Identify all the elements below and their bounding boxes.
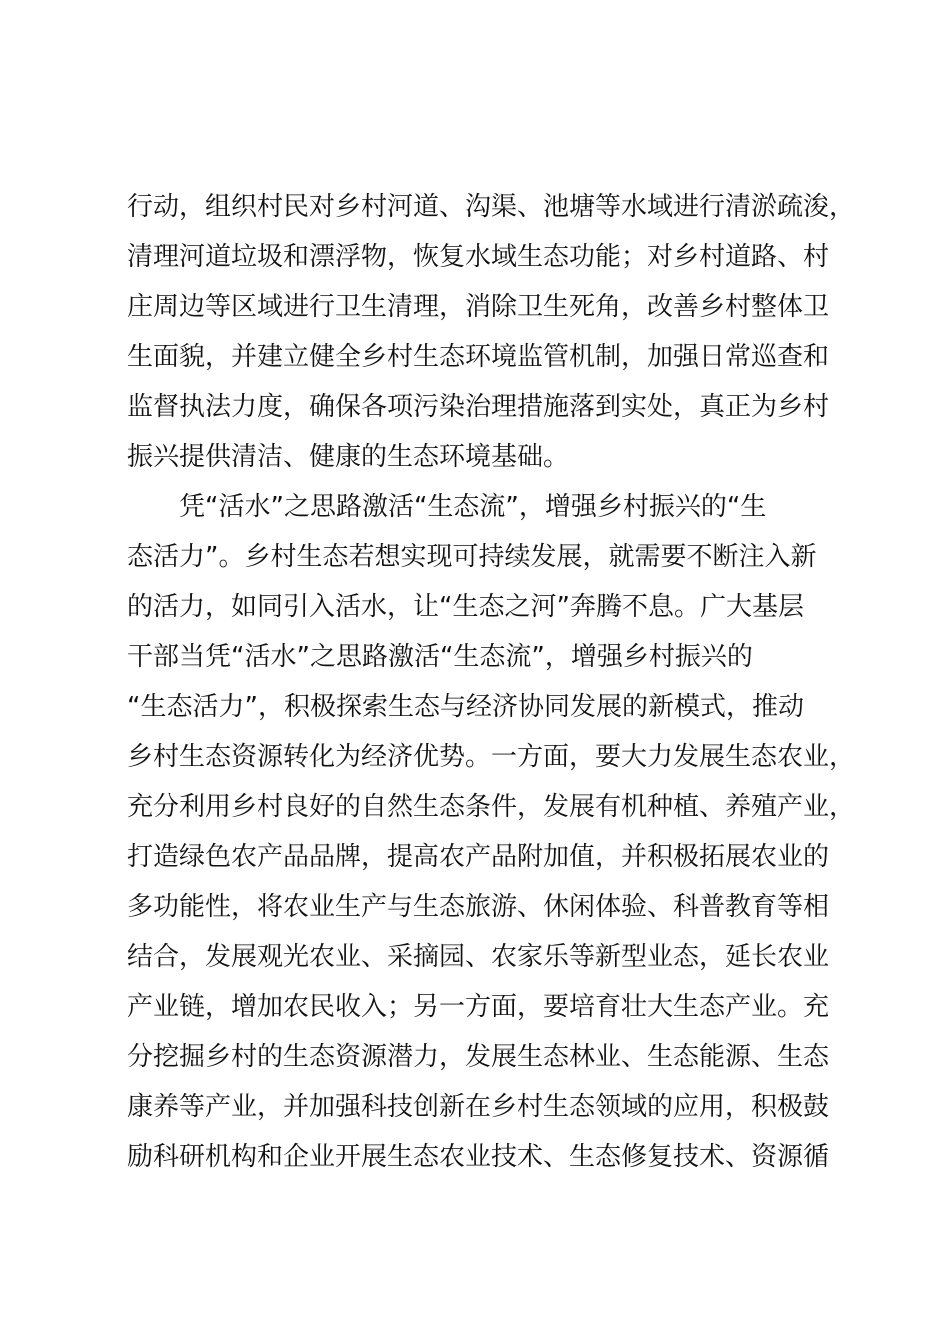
text-line: 振兴提供清洁、健康的生态环境基础。: [127, 442, 570, 472]
text-line: 乡村生态资源转化为经济优势。一方面，要大力发展生态农业，: [127, 742, 856, 772]
text-line: 生面貌，并建立健全乡村生态环境监管机制，加强日常巡查和: [127, 342, 830, 372]
text-line: 多功能性，将农业生产与生态旅游、休闲体验、科普教育等相: [127, 892, 830, 922]
text-line: 干部当凭“活水”之思路激活“生态流”，增强乡村振兴的: [127, 642, 753, 672]
text-line: 清理河道垃圾和漂浮物，恢复水域生态功能；对乡村道路、村: [127, 242, 830, 272]
body-text: [127, 182, 857, 1182]
text-line: “生态活力”，积极探索生态与经济协同发展的新模式，推动: [127, 692, 804, 722]
text-line: 凭“活水”之思路激活“生态流”，增强乡村振兴的“生: [127, 492, 767, 522]
text-line: 励科研机构和企业开展生态农业技术、生态修复技术、资源循: [127, 1142, 830, 1172]
text-line: 康养等产业，并加强科技创新在乡村生态领域的应用，积极鼓: [127, 1092, 830, 1122]
text-line: 打造绿色农产品品牌，提高农产品附加值，并积极拓展农业的: [127, 842, 830, 872]
text-line: 分挖掘乡村的生态资源潜力，发展生态林业、生态能源、生态: [127, 1042, 830, 1072]
text-line: 庄周边等区域进行卫生清理，消除卫生死角，改善乡村整体卫: [127, 292, 830, 322]
text-line: 结合，发展观光农业、采摘园、农家乐等新型业态，延长农业: [127, 942, 830, 972]
text-line: 行动，组织村民对乡村河道、沟渠、池塘等水域进行清淤疏浚，: [127, 192, 856, 222]
text-line: 态活力”。乡村生态若想实现可持续发展，就需要不断注入新: [127, 542, 817, 572]
text-line: 监督执法力度，确保各项污染治理措施落到实处，真正为乡村: [127, 392, 830, 422]
text-line: 充分利用乡村良好的自然生态条件，发展有机种植、养殖产业，: [127, 792, 856, 822]
text-line: 产业链，增加农民收入；另一方面，要培育壮大生态产业。充: [127, 992, 830, 1022]
text-line: 的活力，如同引入活水，让“生态之河”奔腾不息。广大基层: [127, 592, 804, 622]
